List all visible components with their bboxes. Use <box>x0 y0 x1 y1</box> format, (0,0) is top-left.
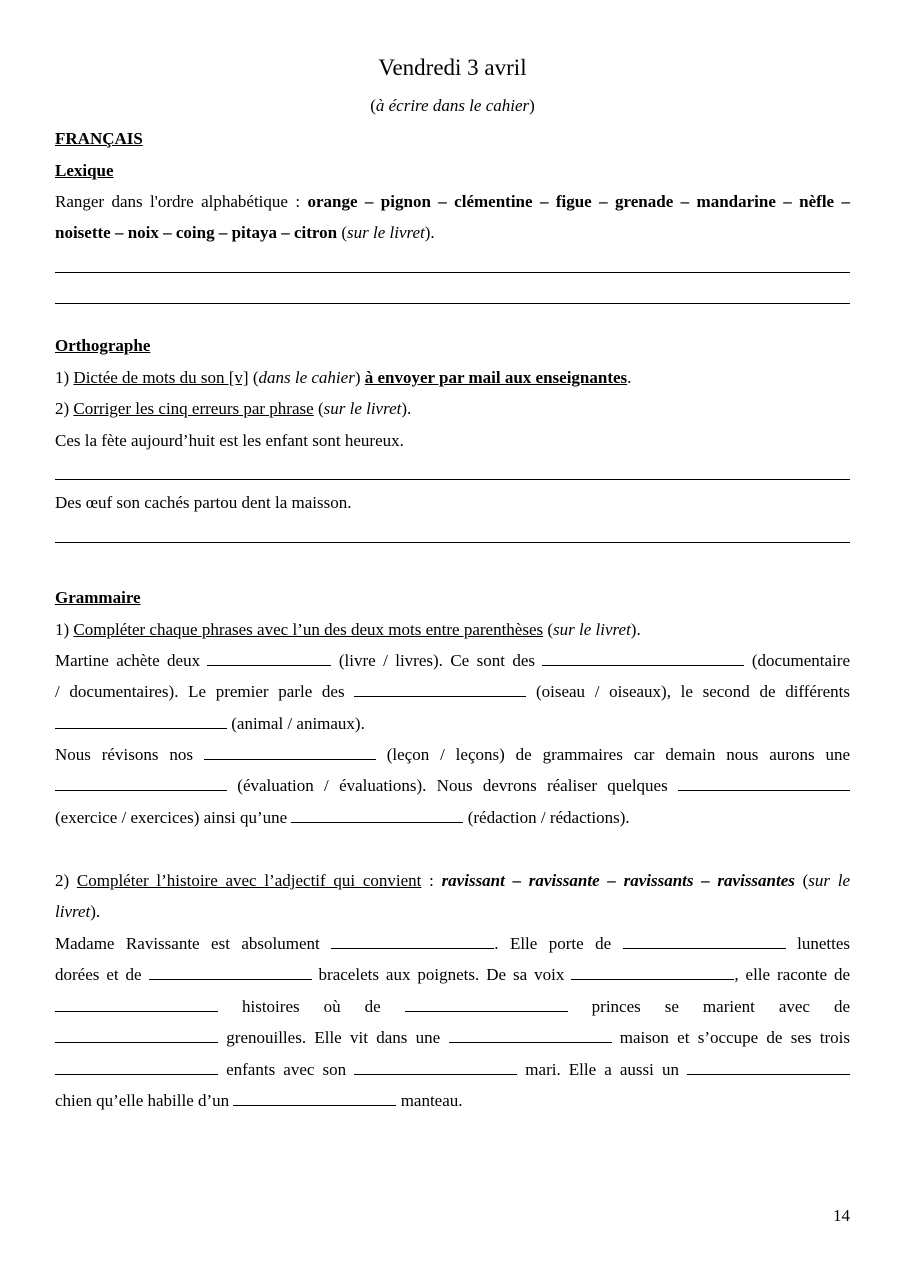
fill-blank[interactable] <box>55 776 227 791</box>
page-subtitle: (à écrire dans le cahier) <box>370 96 535 115</box>
grammaire-exercise-2-instruction-cont: livret). <box>55 902 101 921</box>
fill-blank[interactable] <box>354 682 526 697</box>
exercise-1-line-1: Martine achète deux (livre / livres). Ce sont des (documentaire <box>55 651 851 670</box>
section-heading-francais: FRANÇAIS <box>55 129 143 148</box>
lexique-instruction-line2: noisette – noix – coing – pitaya – citron (sur le livret). <box>55 223 435 242</box>
fill-blank[interactable] <box>149 965 312 980</box>
fill-blank[interactable] <box>55 714 227 729</box>
fill-blank[interactable] <box>55 1028 218 1043</box>
error-sentence-2: Des œuf son cachés partou dent la maisson. <box>55 493 352 512</box>
exercise-2-line-2: dorées et de bracelets aux poignets. De sa voix , elle raconte de <box>55 965 851 984</box>
fill-blank[interactable] <box>678 776 850 791</box>
fill-blank[interactable] <box>354 1060 517 1075</box>
fill-blank[interactable] <box>623 934 786 949</box>
answer-line[interactable] <box>55 542 850 543</box>
exercise-2-line-1: Madame Ravissante est absolument . Elle porte de lunettes <box>55 934 851 953</box>
fill-blank[interactable] <box>55 997 218 1012</box>
exercise-1-line-6: (exercice / exercices) ainsi qu’une (rédaction / rédactions). <box>55 808 630 827</box>
fill-blank[interactable] <box>207 651 331 666</box>
orthographe-item-1: 1) Dictée de mots du son [v] (dans le cahier) à envoyer par mail aux enseignantes. <box>55 368 632 387</box>
page-title: Vendredi 3 avril <box>378 55 527 80</box>
subsection-heading-lexique: Lexique <box>55 161 114 180</box>
fill-blank[interactable] <box>542 651 744 666</box>
subsection-heading-grammaire: Grammaire <box>55 588 141 607</box>
fill-blank[interactable] <box>449 1028 612 1043</box>
grammaire-exercise-1-instruction: 1) Compléter chaque phrases avec l’un des deux mots entre parenthèses (sur le livret). <box>55 620 641 639</box>
error-sentence-1: Ces la fète aujourd’huit est les enfant sont heureux. <box>55 431 404 450</box>
exercise-2-line-4: grenouilles. Elle vit dans une maison et s’occupe de ses trois <box>55 1027 850 1049</box>
fill-blank[interactable] <box>204 745 376 760</box>
exercise-1-line-4: Nous révisons nos (leçon / leçons) de grammaires car demain nous aurons une <box>55 745 851 764</box>
fill-blank[interactable] <box>233 1091 396 1106</box>
fill-blank[interactable] <box>291 808 463 823</box>
answer-line[interactable] <box>55 303 850 304</box>
lexique-instruction-line1: Ranger dans l'ordre alphabétique : orange – pignon – clémentine – figue – grenade – mandarine – nèfle – <box>55 192 850 211</box>
fill-blank[interactable] <box>331 934 494 949</box>
exercise-2-line-3: histoires où de princes se marient avec de <box>55 996 850 1018</box>
exercise-1-line-3: (animal / animaux). <box>55 713 850 735</box>
exercise-1-line-2: / documentaires). Le premier parle des (oiseau / oiseaux), le second de différents <box>55 682 851 701</box>
fill-blank[interactable] <box>571 965 734 980</box>
exercise-2-line-6: chien qu’elle habille d’un manteau. <box>55 1091 463 1110</box>
fill-blank[interactable] <box>405 997 568 1012</box>
exercise-1-line-5: (évaluation / évaluations). Nous devrons réaliser quelques <box>55 775 850 797</box>
answer-line[interactable] <box>55 272 850 273</box>
fill-blank[interactable] <box>687 1060 850 1075</box>
subsection-heading-orthographe: Orthographe <box>55 336 151 355</box>
orthographe-item-2: 2) Corriger les cinq erreurs par phrase (sur le livret). <box>55 399 412 418</box>
exercise-2-line-5: enfants avec son mari. Elle a aussi un <box>55 1059 850 1081</box>
page-number: 14 <box>833 1206 850 1225</box>
answer-line[interactable] <box>55 479 850 480</box>
fill-blank[interactable] <box>55 1060 218 1075</box>
grammaire-exercise-2-instruction: 2) Compléter l’histoire avec l’adjectif qui convient : ravissant – ravissante – ravissants – ravissantes (sur le <box>55 871 851 890</box>
